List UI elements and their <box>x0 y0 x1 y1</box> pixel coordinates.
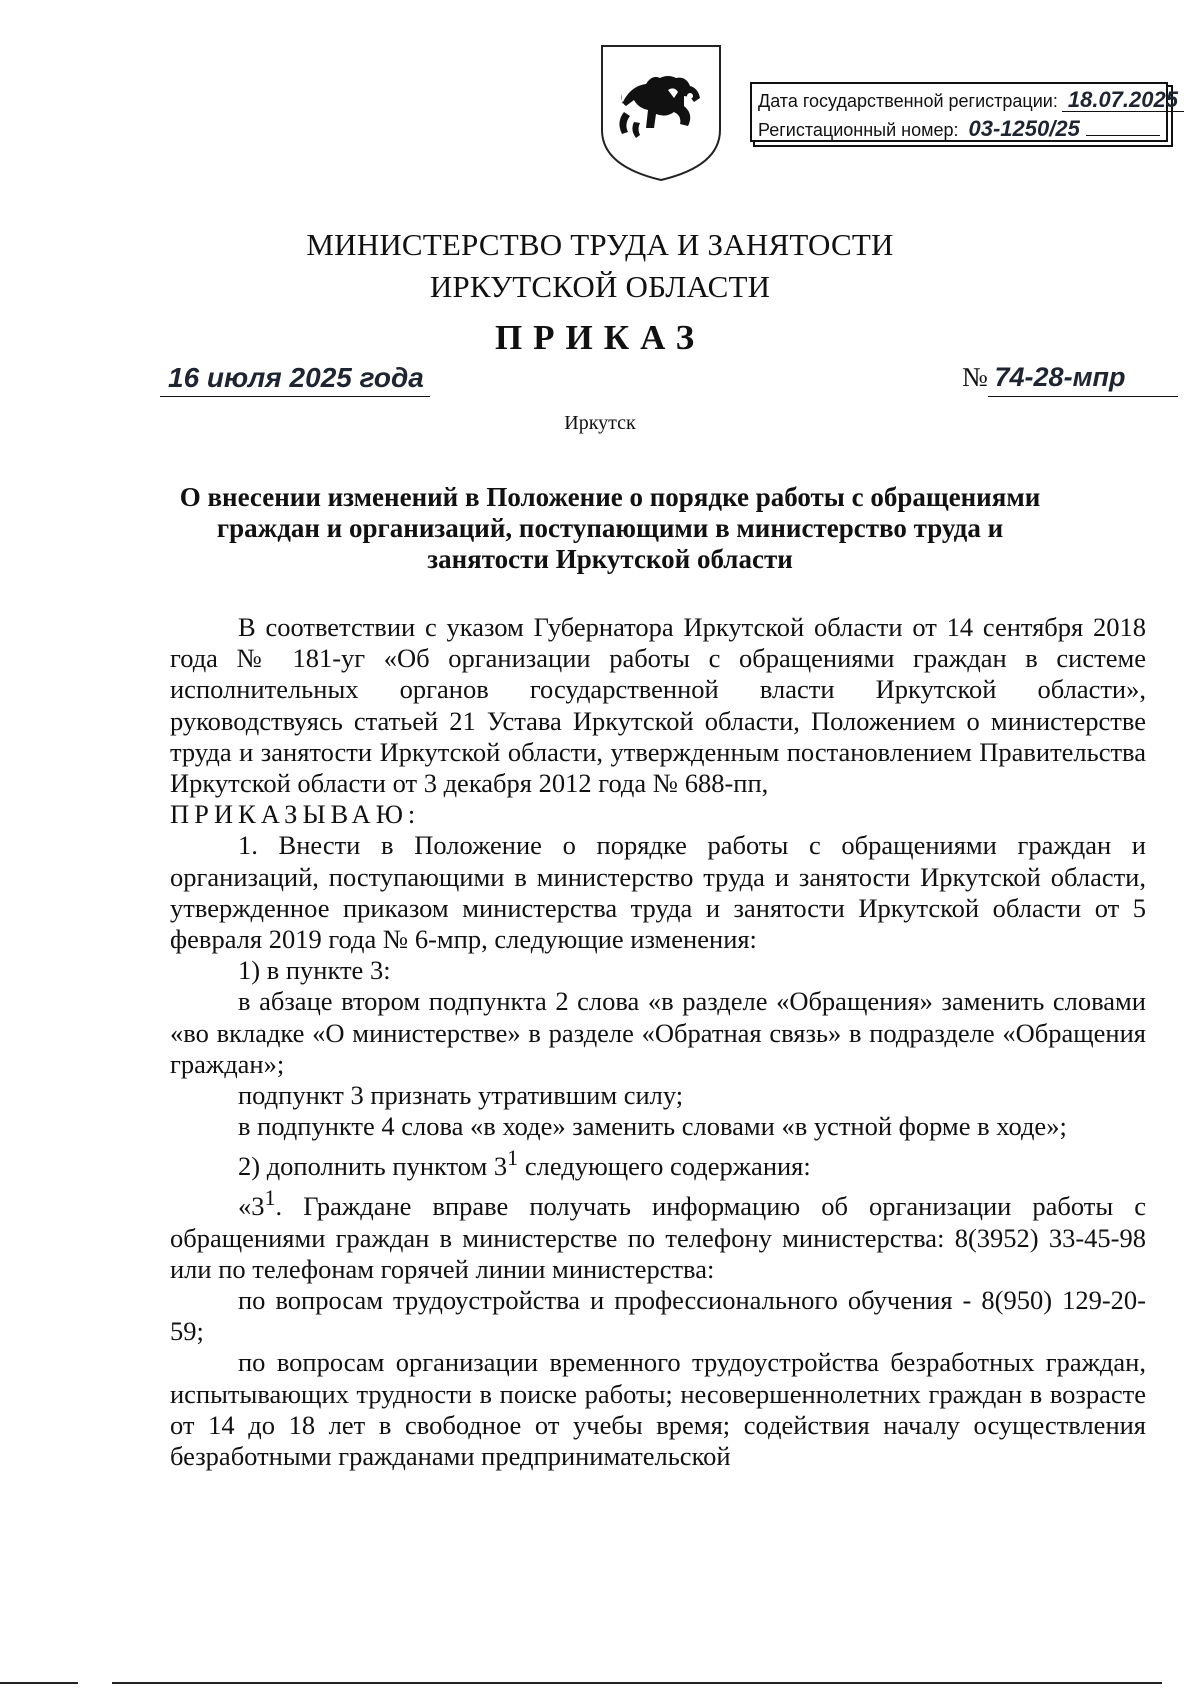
subitem-2-superscript: 1 <box>507 1145 519 1171</box>
order-date-underline <box>160 396 430 397</box>
paragraph-amendment-2: подпункт 3 признать утратившим силу; <box>238 1080 684 1111</box>
paragraph-amendment-3: в подпункте 4 слова «в ходе» заменить словами «в устной форме в ходе»; <box>238 1111 1067 1142</box>
registration-stamp <box>750 82 1178 142</box>
new-point-text-b: . Граждане вправе получать информацию об организации работы с обращениями граждан в министерстве по телефону министерства: 8(3952) 33-45-98 или по телефонам горячей линии министерства: <box>170 1191 1146 1284</box>
paragraph-subitem-2 <box>170 1142 1146 1182</box>
registration-number-value: 03-1250/25 <box>963 118 1086 141</box>
paragraph-preamble: В соответствии с указом Губернатора Иркутской области от 14 сентября 2018 года № 181-уг «Об организации работы с обращениями граждан в системе исполнительных органов государственной власти Иркутской области», руководствуясь статьей 21 Устава Иркутской области, Положением о министерстве труда и занятости Иркутской области, утвержденным постановлением Правительства Иркутской области от 3 декабря 2012 года № 688-пп, <box>170 612 1146 799</box>
new-point-text-a: «3 <box>238 1191 265 1222</box>
subitem-2-text-a: 2) дополнить пунктом 3 <box>238 1151 508 1182</box>
document-body <box>170 612 1146 1472</box>
registration-date-label: Дата государственной регистрации: <box>758 91 1058 111</box>
registration-date-value: 18.07.2025 <box>1062 89 1184 112</box>
new-point-superscript: 1 <box>264 1185 276 1211</box>
paragraph-subitem-1: 1) в пункте 3: <box>238 955 391 986</box>
registration-date-line <box>758 86 1178 115</box>
order-word: ПРИКАЗЫВАЮ: <box>170 799 421 830</box>
document-title: О внесении изменений в Положение о порядке работы с обращениями граждан и организаций, поступающими в министерство труда и занятости Иркутской области <box>179 482 1041 574</box>
footer-rule <box>0 1682 1200 1684</box>
order-number-value: 74-28-мпр <box>994 362 1126 392</box>
order-number <box>962 362 1126 393</box>
paragraph-hotline-1: по вопросам трудоустройства и профессионального обучения - 8(950) 129-20-59; <box>170 1284 1146 1347</box>
ministry-heading <box>0 224 1200 308</box>
registration-number-label: Регистационный номер: <box>758 120 959 140</box>
paragraph-hotline-2: по вопросам организации временного трудоустройства безработных граждан, испытывающих трудности в поиске работы; несовершеннолетних граждан в возрасте от 14 до 18 лет в свободное от учебы время; содействия началу осуществления безработными гражданами предпринимательской <box>170 1347 1146 1471</box>
paragraph-new-point <box>170 1182 1146 1284</box>
ministry-name-line1: МИНИСТЕРСТВО ТРУДА И ЗАНЯТОСТИ <box>306 227 894 262</box>
number-sign: № <box>962 362 988 392</box>
coat-of-arms-emblem <box>598 42 724 182</box>
paragraph-amendment-1: в абзаце втором подпункта 2 слова «в разделе «Обращения» заменить словами «во вкладке «О министерстве» в разделе «Обратная связь» в подразделе «Обращения граждан»; <box>170 986 1146 1079</box>
ministry-name-line2: ИРКУТСКОЙ ОБЛАСТИ <box>429 269 771 304</box>
subitem-2-text-b: следующего содержания: <box>518 1151 811 1182</box>
registration-number-underline <box>1086 115 1160 136</box>
registration-number-line <box>758 115 1160 144</box>
document-type: ПРИКАЗ <box>494 318 706 357</box>
paragraph-item-1: 1. Внести в Положение о порядке работы с обращениями граждан и организаций, поступающими в министерство труда и занятости Иркутской области, утвержденное приказом министерства труда и занятости Иркутской области от 5 февраля 2019 года № 6-мпр, следующие изменения: <box>170 830 1146 955</box>
city: Иркутск <box>564 412 636 434</box>
order-date: 16 июля 2025 года <box>168 362 424 393</box>
order-number-underline <box>988 396 1178 397</box>
